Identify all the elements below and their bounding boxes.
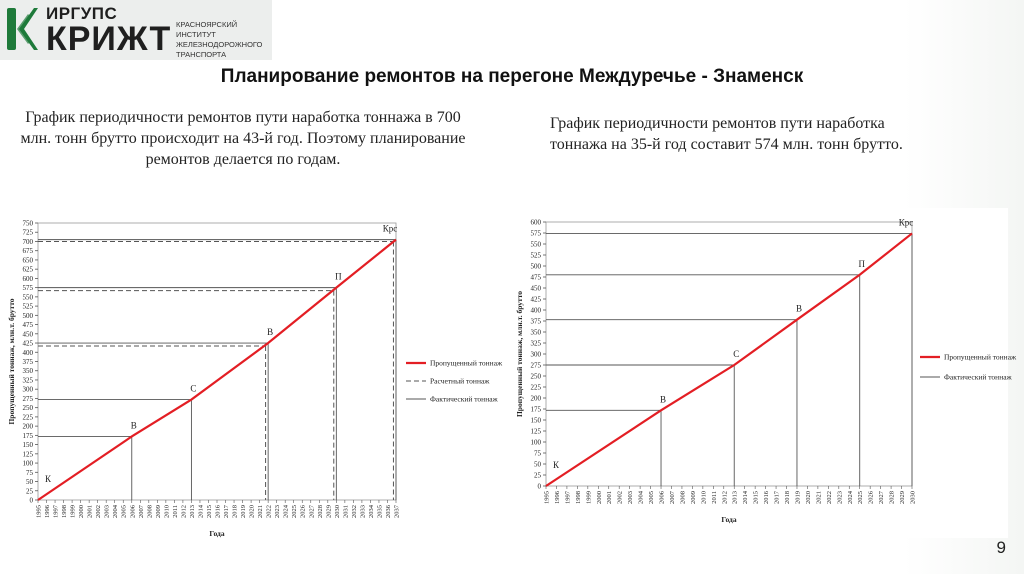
x-tick-label: 2008: [679, 491, 687, 504]
y-tick-label: 100: [22, 459, 33, 468]
y-tick-label: 400: [530, 306, 541, 315]
y-tick-label: 500: [530, 262, 541, 271]
x-tick-label: 2031: [342, 505, 350, 518]
x-tick-label: 2029: [899, 491, 907, 504]
plot-area: [38, 223, 396, 500]
y-tick-label: 175: [530, 405, 541, 414]
logo-line-2: КРИЖТ: [46, 20, 172, 58]
y-tick-label: 475: [530, 273, 541, 282]
repair-label: Крс: [382, 223, 398, 234]
x-tick-label: 2019: [794, 491, 802, 504]
y-tick-label: 275: [530, 361, 541, 370]
x-axis-label: Года: [209, 529, 225, 538]
y-tick-label: 450: [22, 330, 33, 339]
y-tick-label: 525: [22, 302, 33, 311]
repair-label: К: [44, 474, 52, 484]
x-tick-label: 1996: [553, 491, 561, 504]
x-tick-label: 1998: [574, 491, 582, 504]
repair-label: В: [130, 420, 137, 431]
x-tick-label: 2002: [616, 491, 624, 504]
y-tick-label: 425: [22, 339, 33, 348]
y-tick-label: 650: [22, 256, 33, 265]
x-tick-label: 2036: [384, 505, 392, 518]
x-tick-label: 2001: [606, 491, 614, 504]
x-tick-label: 2012: [180, 505, 188, 518]
repair-label: С: [733, 349, 740, 359]
y-tick-label: 450: [530, 284, 541, 293]
x-tick-label: 2007: [668, 491, 676, 504]
x-tick-label: 2000: [595, 491, 603, 504]
x-tick-label: 2030: [333, 505, 341, 518]
y-tick-label: 75: [26, 468, 33, 477]
y-tick-label: 550: [530, 240, 541, 249]
x-tick-label: 2026: [867, 491, 875, 504]
x-tick-label: 1997: [52, 505, 60, 518]
x-tick-label: 1995: [543, 491, 551, 504]
x-tick-label: 2015: [205, 505, 213, 518]
y-tick-label: 575: [22, 284, 33, 293]
x-tick-label: 2023: [274, 505, 282, 518]
x-tick-label: 2015: [752, 491, 760, 504]
x-tick-label: 2005: [648, 491, 656, 504]
plot-area: [546, 222, 912, 486]
x-tick-label: 2003: [627, 491, 635, 504]
x-axis-label: Года: [721, 515, 737, 524]
x-tick-label: 2017: [773, 491, 781, 504]
x-tick-label: 2026: [299, 505, 307, 518]
x-tick-label: 2009: [154, 505, 162, 518]
x-tick-label: 2021: [257, 505, 265, 518]
x-tick-label: 2004: [112, 505, 120, 518]
institute-logo: [0, 0, 272, 60]
repair-label: Крс: [898, 217, 914, 228]
y-axis-label: Пропущенный тоннаж, млн.т. брутто: [515, 290, 524, 418]
y-tick-label: 150: [22, 441, 33, 450]
x-tick-label: 2011: [171, 505, 179, 518]
page-number: 9: [996, 538, 1006, 557]
x-tick-label: 2000: [78, 505, 86, 518]
repair-label: П: [335, 271, 342, 282]
x-tick-label: 1997: [564, 491, 572, 504]
y-tick-label: 225: [530, 383, 541, 392]
y-tick-label: 350: [530, 328, 541, 337]
y-tick-label: 425: [530, 295, 541, 304]
repair-label: В: [267, 327, 274, 338]
y-tick-label: 625: [22, 265, 33, 274]
chart-right: [508, 208, 1017, 538]
legend-label: Пропущенный тоннаж: [944, 352, 1017, 362]
x-tick-label: 2019: [240, 505, 248, 518]
logo-emblem-icon: [6, 6, 38, 52]
x-tick-label: 2024: [846, 491, 854, 504]
y-tick-label: 600: [22, 274, 33, 283]
x-tick-label: 2028: [316, 505, 324, 518]
x-tick-label: 2007: [137, 505, 145, 518]
repair-label: В: [660, 394, 667, 405]
y-tick-label: 0: [29, 496, 33, 505]
repair-label: К: [552, 460, 560, 470]
x-tick-label: 2021: [815, 491, 823, 504]
x-tick-label: 2027: [878, 491, 886, 504]
x-tick-label: 2025: [857, 491, 865, 504]
x-tick-label: 2033: [359, 505, 367, 518]
x-tick-label: 1996: [44, 505, 52, 518]
x-tick-label: 2006: [129, 505, 137, 518]
y-tick-label: 275: [22, 394, 33, 403]
y-tick-label: 0: [537, 482, 541, 491]
y-tick-label: 100: [530, 438, 541, 447]
y-tick-label: 200: [22, 422, 33, 431]
y-tick-label: 325: [22, 376, 33, 385]
x-tick-label: 2020: [248, 505, 256, 518]
x-tick-label: 2010: [700, 491, 708, 504]
y-tick-label: 250: [530, 372, 541, 381]
chart-left: [4, 196, 503, 541]
y-tick-label: 675: [22, 247, 33, 256]
y-tick-label: 750: [22, 219, 33, 228]
series-line: [38, 240, 396, 500]
legend-label: Фактический тоннаж: [430, 394, 498, 404]
x-tick-label: 2016: [214, 505, 222, 518]
y-tick-label: 375: [22, 358, 33, 366]
x-tick-label: 2032: [350, 505, 358, 518]
logo-line-3: КРАСНОЯРСКИЙ ИНСТИТУТ ЖЕЛЕЗНОДОРОЖНОГО ТРАНСПОРТА: [176, 20, 263, 59]
x-tick-label: 1995: [35, 505, 43, 518]
x-tick-label: 2029: [325, 505, 333, 518]
y-tick-label: 300: [530, 350, 541, 359]
x-tick-label: 2030: [909, 491, 917, 504]
y-tick-label: 725: [22, 228, 33, 237]
x-tick-label: 2024: [282, 505, 290, 518]
left-description: График периодичности ремонтов пути наработка тоннажа в 700 млн. тонн брутто происходит на 43-й год. Поэтому планирование ремонтов делается по годам.: [20, 109, 466, 168]
x-tick-label: 2014: [742, 491, 750, 504]
y-tick-label: 175: [22, 431, 33, 440]
y-tick-label: 525: [530, 251, 541, 260]
y-tick-label: 250: [22, 404, 33, 413]
x-tick-label: 2022: [265, 505, 273, 518]
x-tick-label: 2005: [120, 505, 128, 518]
y-tick-label: 700: [22, 237, 33, 246]
y-tick-label: 50: [26, 478, 33, 487]
repair-label: П: [858, 258, 865, 269]
y-tick-label: 200: [530, 394, 541, 403]
x-tick-label: 2008: [146, 505, 154, 518]
y-tick-label: 25: [26, 487, 33, 496]
y-tick-label: 350: [22, 367, 33, 376]
x-tick-label: 2009: [689, 491, 697, 504]
slide-title: Планирование ремонтов на перегоне Междуречье - Знаменск: [220, 66, 804, 87]
series-line: [546, 233, 912, 486]
legend-label: Пропущенный тоннаж: [430, 358, 503, 368]
logo-line-1: ИРГУПС: [46, 4, 118, 23]
x-tick-label: 2006: [658, 491, 666, 504]
x-tick-label: 2018: [231, 505, 239, 518]
x-tick-label: 2013: [188, 505, 196, 518]
y-tick-label: 575: [530, 229, 541, 238]
x-tick-label: 2027: [308, 505, 316, 518]
x-tick-label: 2018: [784, 491, 792, 504]
x-tick-label: 2023: [836, 491, 844, 504]
y-tick-label: 225: [22, 413, 33, 422]
y-tick-label: 75: [534, 449, 541, 458]
x-tick-label: 2022: [825, 491, 833, 504]
y-tick-label: 375: [530, 317, 541, 326]
y-tick-label: 550: [22, 293, 33, 302]
x-tick-label: 2034: [367, 505, 375, 518]
repair-label: В: [795, 303, 802, 314]
repair-label: С: [190, 383, 197, 394]
right-description: График периодичности ремонтов пути наработка тоннажа на 35-й год составит 574 млн. тонн брутто.: [550, 115, 903, 153]
x-tick-label: 2002: [95, 505, 103, 518]
legend-label: Расчетный тоннаж: [430, 376, 490, 386]
y-tick-label: 50: [534, 460, 541, 469]
x-tick-label: 2014: [197, 505, 205, 518]
x-tick-label: 2003: [103, 505, 111, 518]
x-tick-label: 2010: [163, 505, 171, 518]
legend-label: Фактический тоннаж: [944, 372, 1012, 382]
y-tick-label: 25: [534, 471, 541, 480]
y-tick-label: 300: [22, 385, 33, 394]
x-tick-label: 2025: [291, 505, 299, 518]
x-tick-label: 2017: [223, 505, 231, 518]
x-tick-label: 2013: [731, 491, 739, 504]
x-tick-label: 1999: [69, 505, 77, 518]
y-tick-label: 325: [530, 339, 541, 348]
x-tick-label: 2011: [710, 491, 718, 504]
y-tick-label: 500: [22, 311, 33, 320]
x-tick-label: 2016: [763, 491, 771, 504]
x-tick-label: 1998: [61, 505, 69, 518]
x-tick-label: 2012: [721, 491, 729, 504]
y-tick-label: 400: [22, 348, 33, 357]
y-tick-label: 600: [530, 218, 541, 227]
x-tick-label: 2035: [376, 505, 384, 518]
x-tick-label: 2037: [393, 505, 401, 518]
y-tick-label: 150: [530, 416, 541, 425]
x-tick-label: 2004: [637, 491, 645, 504]
x-tick-label: 2020: [804, 491, 812, 504]
y-tick-label: 125: [530, 427, 541, 436]
x-tick-label: 2001: [86, 505, 94, 518]
x-tick-label: 2028: [888, 491, 896, 504]
x-tick-label: 1999: [585, 491, 593, 504]
y-tick-label: 125: [22, 450, 33, 459]
y-tick-label: 475: [22, 321, 33, 330]
y-axis-label: Пропущенный тоннаж, млн.т. брутто: [7, 298, 16, 425]
